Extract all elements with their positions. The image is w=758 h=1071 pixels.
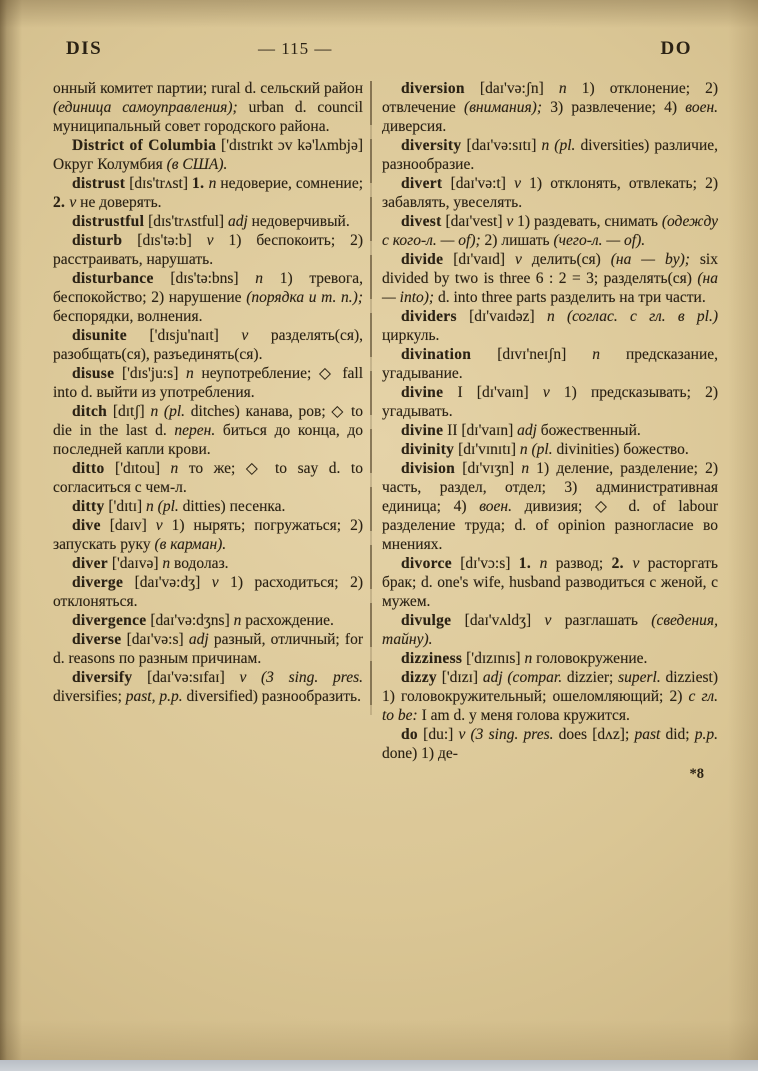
grammar-label: n (соглас. с гл. в pl.): [546, 308, 718, 325]
dictionary-entry: [382, 440, 718, 459]
entry-text: 1) отклонять, отвлекать; 2) забавлять, увеселять.: [382, 175, 718, 211]
grammar-label: n: [162, 555, 171, 572]
entry-text: ['daɪvə]: [107, 555, 163, 572]
headword: ditto: [72, 460, 105, 477]
entry-text: 1) нырять; погружаться; 2) запускать руку: [53, 517, 363, 553]
headword: dive: [72, 517, 101, 534]
headword: distrustful: [72, 213, 145, 230]
entry-text: I am d. у меня голова кружится.: [417, 707, 630, 724]
entry-text: онный комитет партии; rural d. сельский район: [53, 80, 363, 97]
headword: divine: [401, 384, 444, 401]
dictionary-entry: [382, 307, 718, 345]
entry-text: циркуль.: [382, 327, 440, 344]
headword: divine: [401, 422, 444, 439]
headword: division: [401, 460, 456, 477]
headword: diversify: [72, 669, 133, 686]
entry-text: недоверие, сомнение;: [216, 175, 364, 192]
headword: disuse: [72, 365, 115, 382]
entry-text: dizzier;: [562, 669, 619, 686]
grammar-label: (внимания);: [464, 99, 542, 116]
entry-text: [du:]: [417, 726, 459, 743]
headword: 1.: [518, 555, 540, 572]
entry-text: divinities) божество.: [552, 441, 689, 458]
entry-text: 1) деление, разделение; 2) часть, раздел, отдел; 3) административная единица; 4): [382, 460, 718, 515]
grammar-label: v: [632, 555, 640, 572]
dictionary-entry: [382, 459, 718, 554]
grammar-label: v: [155, 517, 163, 534]
headword: dizzy: [401, 669, 437, 686]
headword: divest: [401, 213, 442, 230]
grammar-label: adj (compar.: [482, 669, 563, 686]
grammar-label: n (pl.: [519, 441, 553, 458]
entry-text: то же; ◇ to say d. to согласиться с чем-л.: [53, 460, 363, 496]
entry-text: 3) развлечение; 4): [542, 99, 686, 116]
dictionary-entry: [53, 136, 363, 174]
headword: diver: [72, 555, 108, 572]
headword: divulge: [401, 612, 452, 629]
entry-text: делить(ся): [521, 251, 611, 268]
grammar-label: n (pl.: [150, 403, 186, 420]
entry-text: развод;: [547, 555, 612, 572]
grammar-label: (в карман).: [154, 536, 227, 553]
entry-text: божественный.: [536, 422, 641, 439]
grammar-label: v: [514, 175, 521, 192]
grammar-label: (одежду с кого-л. — of);: [382, 213, 718, 249]
grammar-label: воен.: [685, 99, 719, 116]
dictionary-entry: [53, 364, 363, 402]
grammar-label: n: [558, 80, 567, 97]
headword: 1.: [192, 175, 209, 192]
page-number: — 115 —: [258, 39, 333, 58]
grammar-label: v: [241, 327, 249, 344]
entry-text: водолаз.: [170, 555, 229, 572]
grammar-label: n: [521, 460, 530, 477]
grammar-label: superl.: [618, 669, 661, 686]
grammar-label: p.p.: [694, 726, 719, 743]
entry-text: ['dɪs'ju:s]: [114, 365, 187, 382]
grammar-label: (единица самоуправления);: [53, 99, 238, 116]
grammar-label: воен.: [479, 498, 512, 515]
entry-text: [daɪ'vʌldʒ]: [451, 612, 545, 629]
entry-text: [daɪ'və:ʃn]: [464, 80, 559, 97]
entry-text: I [dɪ'vaɪn]: [443, 384, 543, 401]
dictionary-entry: [382, 725, 718, 763]
entry-text: does [dʌz];: [553, 726, 635, 743]
entry-text: [daɪ'vest]: [441, 213, 507, 230]
dictionary-entry: [53, 174, 363, 212]
dictionary-entry: [53, 630, 363, 668]
entry-text: разделять(ся), разобщать(ся), разъединять(ся).: [53, 327, 364, 363]
entry-text: беспорядки, волнения.: [53, 308, 203, 325]
entry-text: [daɪv]: [100, 517, 156, 534]
headword: divinity: [401, 441, 455, 458]
headword: divorce: [401, 555, 452, 572]
grammar-label: (в США).: [166, 156, 228, 173]
entry-text: не доверять.: [76, 194, 162, 211]
grammar-label: n: [170, 460, 179, 477]
entry-text: [dɪvɪ'neɪʃn]: [471, 346, 593, 363]
dictionary-entry: [382, 212, 718, 250]
grammar-label: n: [233, 612, 242, 629]
entry-text: расхождение.: [241, 612, 334, 629]
headword: disturbance: [72, 270, 154, 287]
dictionary-entry: [53, 497, 363, 516]
grammar-label: (сведения, тайну).: [382, 612, 718, 648]
entry-text: 1) беспокоить; 2) расстраивать, нарушать.: [53, 232, 363, 268]
dictionary-entry: [382, 79, 718, 136]
grammar-label: past, p.p.: [125, 688, 183, 705]
headword: diverge: [72, 574, 124, 591]
entry-text: [dɪs'tə:b]: [122, 232, 207, 249]
dictionary-entry: [53, 402, 363, 459]
headword: dizziness: [401, 650, 463, 667]
entry-text: 1) расходиться; 2) отклоняться.: [53, 574, 363, 610]
entry-text: [daɪ'və:dʒns]: [146, 612, 234, 629]
grammar-label: n: [186, 365, 194, 382]
entry-text: dizziest) 1) головокружительный; ошеломляющий; 2): [382, 669, 718, 705]
entry-text: 1) отклонение; 2) отвлечение: [382, 80, 719, 116]
left-column: [53, 79, 363, 785]
entry-text: [daɪ'və:sɪfaɪ]: [132, 669, 240, 686]
entry-text: головокружение.: [532, 650, 648, 667]
entry-text: [dɪs'trʌstful]: [144, 213, 228, 230]
grammar-label: v: [515, 251, 522, 268]
grammar-label: (на — into);: [382, 270, 718, 306]
entry-text: ['dɪsju'naɪt]: [126, 327, 242, 344]
dictionary-entry: [382, 668, 718, 725]
entry-text: [dɪtʃ]: [107, 403, 151, 420]
grammar-label: v: [506, 213, 514, 230]
grammar-label: v: [211, 574, 219, 591]
headword: divide: [401, 251, 444, 268]
entry-text: [daɪ'və:s]: [121, 631, 189, 648]
entry-text: неупотребление; ◇ fall into d. выйти из употребления.: [53, 365, 363, 401]
grammar-label: перен.: [174, 422, 216, 439]
entry-text: расторгать брак; d. one's wife, husband разводиться с женой, с мужем.: [382, 555, 718, 610]
grammar-label: n (pl.: [146, 498, 179, 515]
dictionary-entry: [382, 611, 718, 649]
headword: divergence: [72, 612, 147, 629]
headword: dividers: [401, 308, 457, 325]
grammar-label: n: [592, 346, 600, 363]
entry-text: диверсия.: [382, 118, 447, 135]
entry-text: разный, отличный; for d. reasons по разным причинам.: [53, 631, 363, 667]
header-guideword-right: DO: [660, 38, 692, 59]
scan-edge-strip: [0, 1060, 758, 1071]
headword: diversion: [401, 80, 465, 97]
entry-text: 1) предсказывать; 2) угадывать.: [382, 384, 718, 420]
entry-text: d. into three parts разделить на три части.: [434, 289, 706, 306]
entry-text: [dɪ'vɪnɪtɪ]: [454, 441, 520, 458]
dictionary-entry: [53, 611, 363, 630]
grammar-label: n (pl.: [541, 137, 576, 154]
page-body: [0, 64, 758, 785]
grammar-label: adj: [188, 631, 209, 648]
page-header: [0, 38, 758, 64]
entry-text: urban d. council муниципальный совет городского района.: [53, 99, 363, 135]
headword: ditch: [72, 403, 108, 420]
entry-text: ['dɪzɪnɪs]: [462, 650, 525, 667]
dictionary-entry: [382, 383, 718, 421]
entry-text: разглашать: [551, 612, 652, 629]
dictionary-entry: [382, 649, 718, 668]
entry-text: [daɪ'və:t]: [442, 175, 515, 192]
dictionary-entry: [382, 174, 718, 212]
dictionary-entry: [53, 668, 363, 706]
entry-text: [daɪ'və:sɪtɪ]: [461, 137, 542, 154]
dictionary-entry: [53, 554, 363, 573]
grammar-label: n: [255, 270, 264, 287]
column-divider: [370, 81, 372, 715]
headword: disunite: [72, 327, 127, 344]
grammar-label: (на — by);: [610, 251, 690, 268]
entry-text: [dɪ'vɪʒn]: [455, 460, 522, 477]
headword: divert: [401, 175, 443, 192]
dictionary-entry: [382, 136, 718, 174]
entry-text: ['dɪzɪ]: [436, 669, 483, 686]
dictionary-entry: [382, 421, 718, 440]
entry-text: [dɪs'trʌst]: [125, 175, 193, 192]
grammar-label: n: [539, 555, 548, 572]
dictionary-entry: [53, 212, 363, 231]
entry-text: done) 1) де-: [382, 745, 458, 762]
entry-text: [dɪ'vaɪdəz]: [456, 308, 547, 325]
grammar-label: v (3 sing. pres.: [239, 669, 363, 686]
headword: diverse: [72, 631, 122, 648]
entry-text: биться до конца, до последней капли крови.: [53, 422, 364, 458]
grammar-label: (чего-л. — of).: [553, 232, 646, 249]
printers-signature: *8: [689, 766, 704, 782]
entry-text: diversities) различие, разнообразие.: [382, 137, 718, 173]
grammar-label: v (3 sing. pres.: [458, 726, 554, 743]
entry-text: [daɪ'və:dʒ]: [123, 574, 212, 591]
dictionary-entry: [53, 269, 363, 326]
grammar-label: v: [69, 194, 77, 211]
dictionary-entry: [53, 459, 363, 497]
entry-text: 1) тревога, беспокойство; 2) нарушение: [53, 270, 363, 306]
headword: 2.: [611, 555, 633, 572]
dictionary-entry: [53, 231, 363, 269]
grammar-label: adj: [517, 422, 537, 439]
entry-text: diversifies;: [53, 688, 126, 705]
entry-text: six divided by two is three 6 : 2 = 3; разделять(ся): [382, 251, 718, 287]
headword: diversity: [401, 137, 462, 154]
entry-text: дивизия; ◇ d. of labour разделение труда; d. of opinion разногласие во мнениях.: [382, 498, 719, 553]
grammar-label: n: [524, 650, 533, 667]
grammar-label: adj: [227, 213, 248, 230]
entry-text: diversified) разнообразить.: [182, 688, 361, 705]
headword: disturb: [72, 232, 123, 249]
grammar-label: past: [634, 726, 661, 743]
headword: 2.: [53, 194, 70, 211]
entry-text: did;: [660, 726, 695, 743]
entry-text: 1) раздевать, снимать: [513, 213, 662, 230]
headword: ditty: [72, 498, 105, 515]
headword: do: [401, 726, 418, 743]
entry-text: ditches) канава, ров; ◇ to die in the last d.: [53, 403, 364, 439]
entry-text: ['dɪstrɪkt ɔv kə'lʌmbjə] Округ Колумбия: [53, 137, 363, 173]
dictionary-entry: [53, 573, 363, 611]
entry-text: ditties) песенка.: [178, 498, 286, 515]
dictionary-entry: [53, 326, 363, 364]
entry-text: [dɪs'tə:bns]: [153, 270, 256, 287]
header-guideword-left: DIS: [66, 38, 103, 59]
dictionary-entry: [382, 554, 718, 611]
grammar-label: (порядка и т. п.);: [246, 289, 364, 306]
headword: distrust: [72, 175, 126, 192]
grammar-label: v: [542, 384, 550, 401]
entry-text: II [dɪ'vaɪn]: [443, 422, 518, 439]
entry-text: [dɪ'vaɪd]: [443, 251, 516, 268]
entry-text: ['dɪtɪ]: [104, 498, 147, 515]
right-column: [382, 79, 718, 785]
grammar-label: v: [206, 232, 214, 249]
dictionary-entry: [382, 345, 718, 383]
entry-text: недоверчивый.: [247, 213, 350, 230]
headword: District of Columbia: [72, 137, 217, 154]
grammar-label: v: [544, 612, 552, 629]
headword: divination: [401, 346, 472, 363]
grammar-label: n: [208, 175, 217, 192]
entry-text: ['dɪtou]: [104, 460, 171, 477]
entry-text: 2) лишать: [480, 232, 554, 249]
dictionary-entry: [53, 79, 363, 136]
grammar-label: с гл. to be:: [382, 688, 718, 724]
entry-text: предсказание, угадывание.: [382, 346, 718, 382]
dictionary-entry: [53, 516, 363, 554]
entry-text: [dɪ'vɔ:s]: [451, 555, 519, 572]
dictionary-entry: [382, 250, 718, 307]
